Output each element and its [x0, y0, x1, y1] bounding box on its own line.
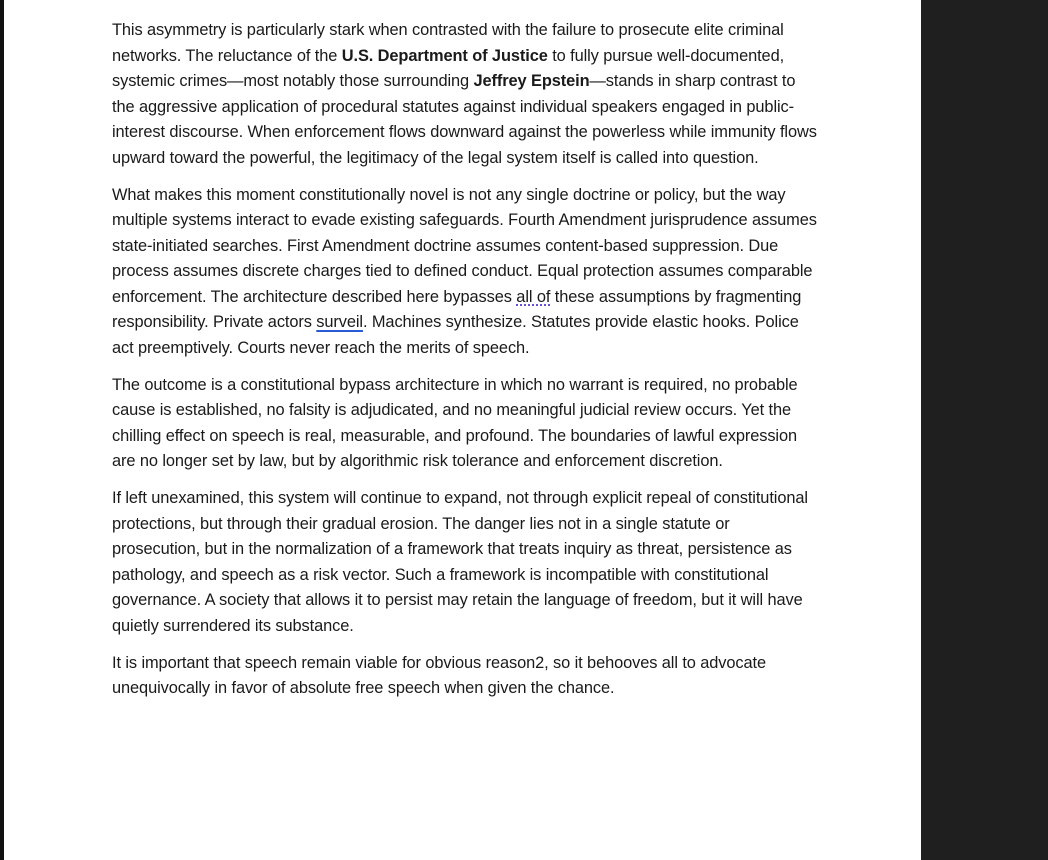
paragraph[interactable]: [112, 486, 820, 639]
paragraph[interactable]: [112, 373, 820, 475]
text-run: This asymmetry is particularly stark when contrasted with the failure to prosecute elite criminal networks. The reluctance of the: [112, 21, 784, 65]
grammar-suggestion[interactable]: all of: [516, 287, 551, 306]
text-run: to fully pursue well-documented, systemic crimes—most notably those surrounding: [112, 46, 785, 90]
text-run: . Machines synthesize. Statutes provide elastic hooks. Police act preemptively. Courts never reach the merits of speech.: [112, 313, 799, 357]
text-run: It is important that speech remain viable for obvious reason2, so it behooves all to advocate unequivocally in favor of absolute free speech when given the chance.: [112, 653, 766, 697]
document-page[interactable]: [4, 0, 921, 860]
bold-text: U.S. Department of Justice: [341, 46, 548, 65]
text-run: these assumptions by fragmenting responsibility. Private actors: [112, 287, 802, 331]
side-panel: [921, 0, 1048, 860]
document-body[interactable]: [112, 18, 820, 713]
text-run: What makes this moment constitutionally novel is not any single doctrine or policy, but the way multiple systems interact to evade existing safeguards. Fourth Amendment jurisprudence assumes state-initiated searches. First Amendment doctrine assumes content-based suppression. Due process assumes discrete charges tied to defined conduct. Equal protection assumes comparable enforcement. The architecture described here bypasses: [112, 185, 817, 306]
paragraph[interactable]: [112, 18, 820, 171]
text-run: —stands in sharp contrast to the aggressive application of procedural statutes against individual speakers engaged in public-interest discourse. When enforcement flows downward against the powerless while immunity flows upward toward the powerful, the legitimacy of the legal system itself is called into question.: [112, 72, 817, 167]
text-run: If left unexamined, this system will continue to expand, not through explicit repeal of constitutional protections, but through their gradual erosion. The danger lies not in a single statute or prosecution, but in the normalization of a framework that treats inquiry as threat, persistence as pathology, and speech as a risk vector. Such a framework is incompatible with constitutional governance. A society that allows it to persist may retain the language of freedom, but it will have quietly surrendered its substance.: [112, 489, 808, 635]
spelling-suggestion[interactable]: surveil: [316, 313, 363, 331]
paragraph[interactable]: [112, 651, 820, 702]
text-run: The outcome is a constitutional bypass architecture in which no warrant is required, no probable cause is established, no falsity is adjudicated, and no meaningful judicial review occurs. Yet the chilling effect on speech is real, measurable, and profound. The boundaries of lawful expression are no longer set by law, but by algorithmic risk tolerance and enforcement discretion.: [112, 375, 798, 470]
bold-text: Jeffrey Epstein: [473, 72, 590, 90]
paragraph[interactable]: [112, 183, 820, 362]
